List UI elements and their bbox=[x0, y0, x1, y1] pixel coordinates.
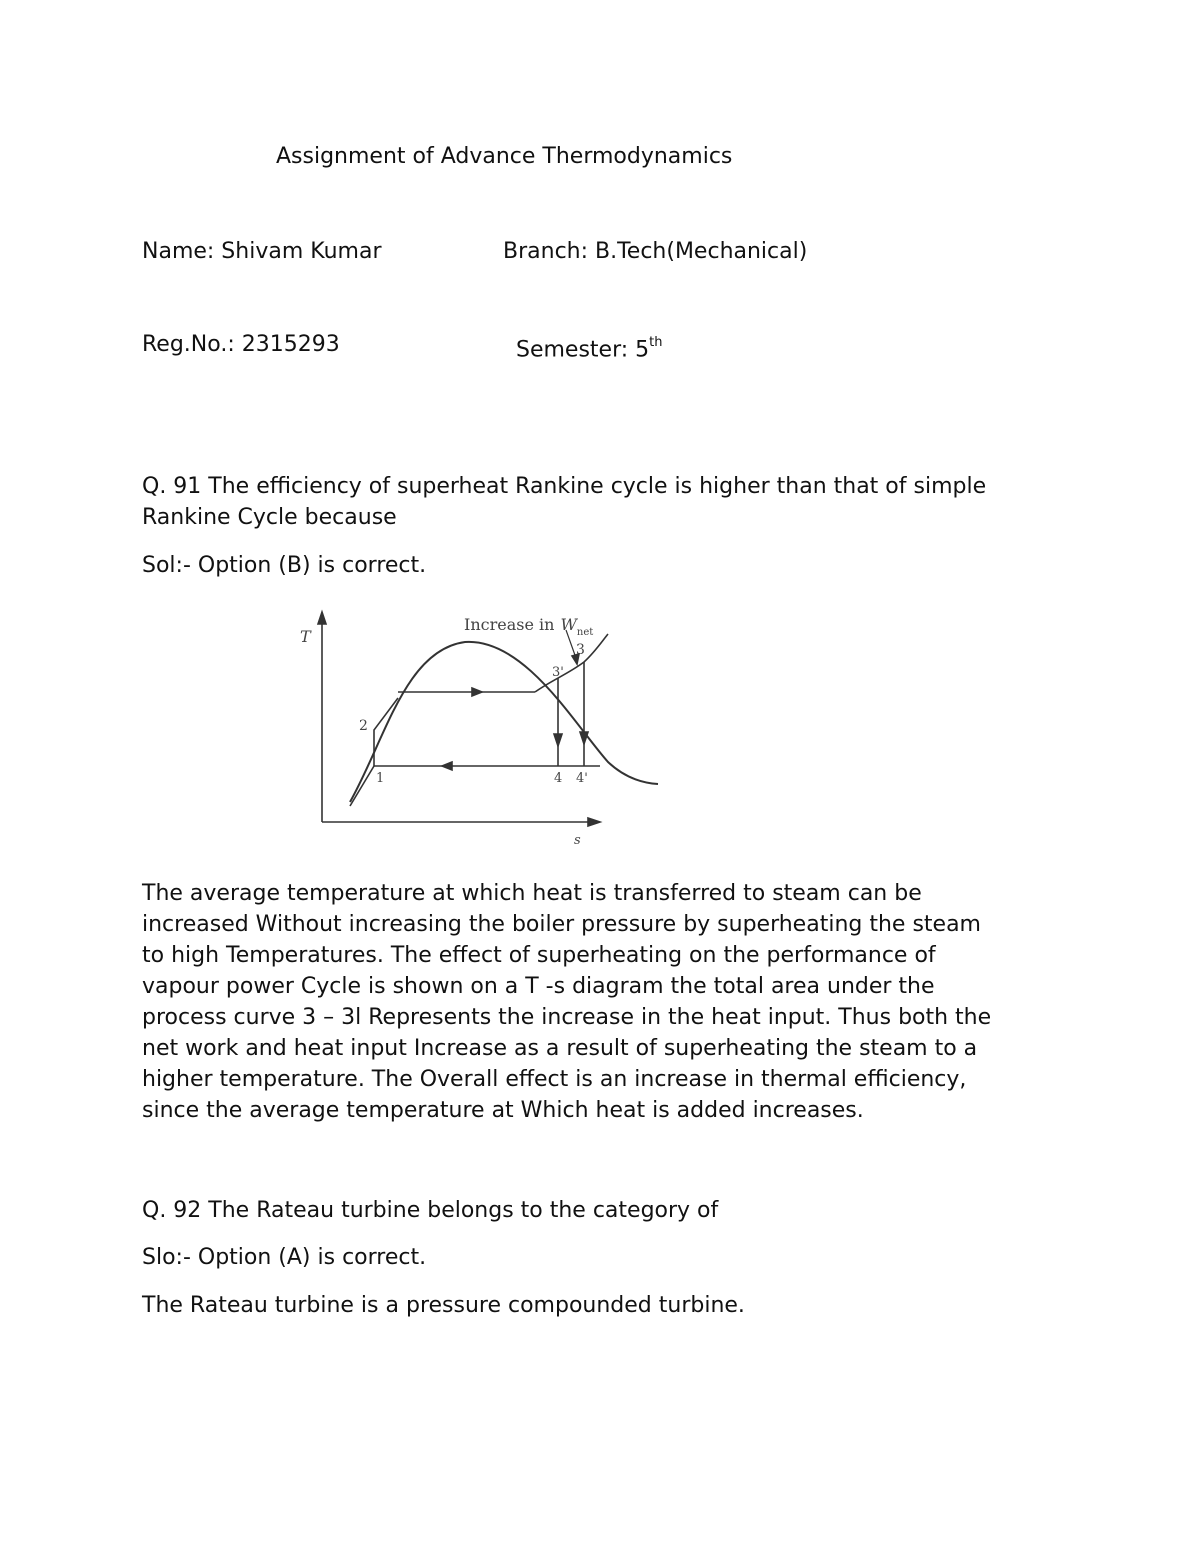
point-4-label: 4 bbox=[554, 771, 563, 786]
s-axis-arrow bbox=[588, 818, 600, 826]
annotation-sub: net bbox=[576, 627, 594, 638]
evap-arrow bbox=[472, 688, 482, 696]
point-3p-label: 3' bbox=[552, 665, 564, 680]
question-91-line1: Q. 91 The efficiency of superheat Rankine cycle is higher than that of simple bbox=[142, 474, 987, 499]
annotation-label bbox=[464, 615, 593, 638]
explanation-line: increased Without increasing the boiler pressure by superheating the steam bbox=[142, 912, 981, 937]
t-axis-label: T bbox=[300, 627, 311, 646]
student-branch: Branch: B.Tech(Mechanical) bbox=[503, 239, 808, 264]
annotation-text: Increase in bbox=[464, 615, 555, 634]
semester bbox=[516, 329, 663, 365]
student-name: Name: Shivam Kumar bbox=[142, 239, 382, 264]
point-1-label: 1 bbox=[376, 771, 385, 786]
question-91-line2: Rankine Cycle because bbox=[142, 505, 397, 530]
semester-suffix: th bbox=[649, 335, 663, 350]
saturation-dome bbox=[350, 642, 658, 802]
answer-92: The Rateau turbine is a pressure compounded turbine. bbox=[142, 1293, 745, 1318]
explanation-paragraph bbox=[142, 878, 1102, 1126]
explanation-line: to high Temperatures. The effect of superheating on the performance of bbox=[142, 943, 936, 968]
explanation-line: net work and heat input Increase as a result of superheating the steam to a bbox=[142, 1036, 978, 1061]
superheat-curve bbox=[535, 634, 608, 692]
explanation-line: since the average temperature at Which heat is added increases. bbox=[142, 1098, 864, 1123]
point-3-label: 3 bbox=[576, 642, 585, 658]
explanation-line: higher temperature. The Overall effect is an increase in thermal efficiency, bbox=[142, 1067, 967, 1092]
cond-arrow bbox=[442, 762, 452, 770]
point-2-label: 2 bbox=[359, 718, 368, 734]
explanation-line: process curve 3 – 3l Represents the increase in the heat input. Thus both the bbox=[142, 1005, 992, 1030]
arrow-3p-4 bbox=[554, 734, 562, 746]
document-title: Assignment of Advance Thermodynamics bbox=[276, 144, 733, 169]
question-92: Q. 92 The Rateau turbine belongs to the category of bbox=[142, 1198, 719, 1223]
solution-92: Slo:- Option (A) is correct. bbox=[142, 1245, 427, 1270]
annotation-pointer bbox=[566, 630, 576, 658]
semester-label: Semester: 5 bbox=[516, 337, 650, 363]
explanation-line: vapour power Cycle is shown on a T -s diagram the total area under the bbox=[142, 974, 935, 999]
solution-91: Sol:- Option (B) is correct. bbox=[142, 553, 427, 578]
t-axis-arrow bbox=[318, 612, 326, 624]
liquid-line bbox=[350, 766, 374, 806]
s-axis-label: s bbox=[574, 833, 581, 848]
point-4p-label: 4' bbox=[576, 771, 588, 786]
explanation-line: The average temperature at which heat is transferred to steam can be bbox=[142, 881, 922, 906]
arrow-3-4p bbox=[580, 732, 588, 744]
annotation-var: W bbox=[560, 615, 577, 634]
registration-number: Reg.No.: 2315293 bbox=[142, 332, 340, 357]
ts-diagram bbox=[290, 600, 670, 850]
